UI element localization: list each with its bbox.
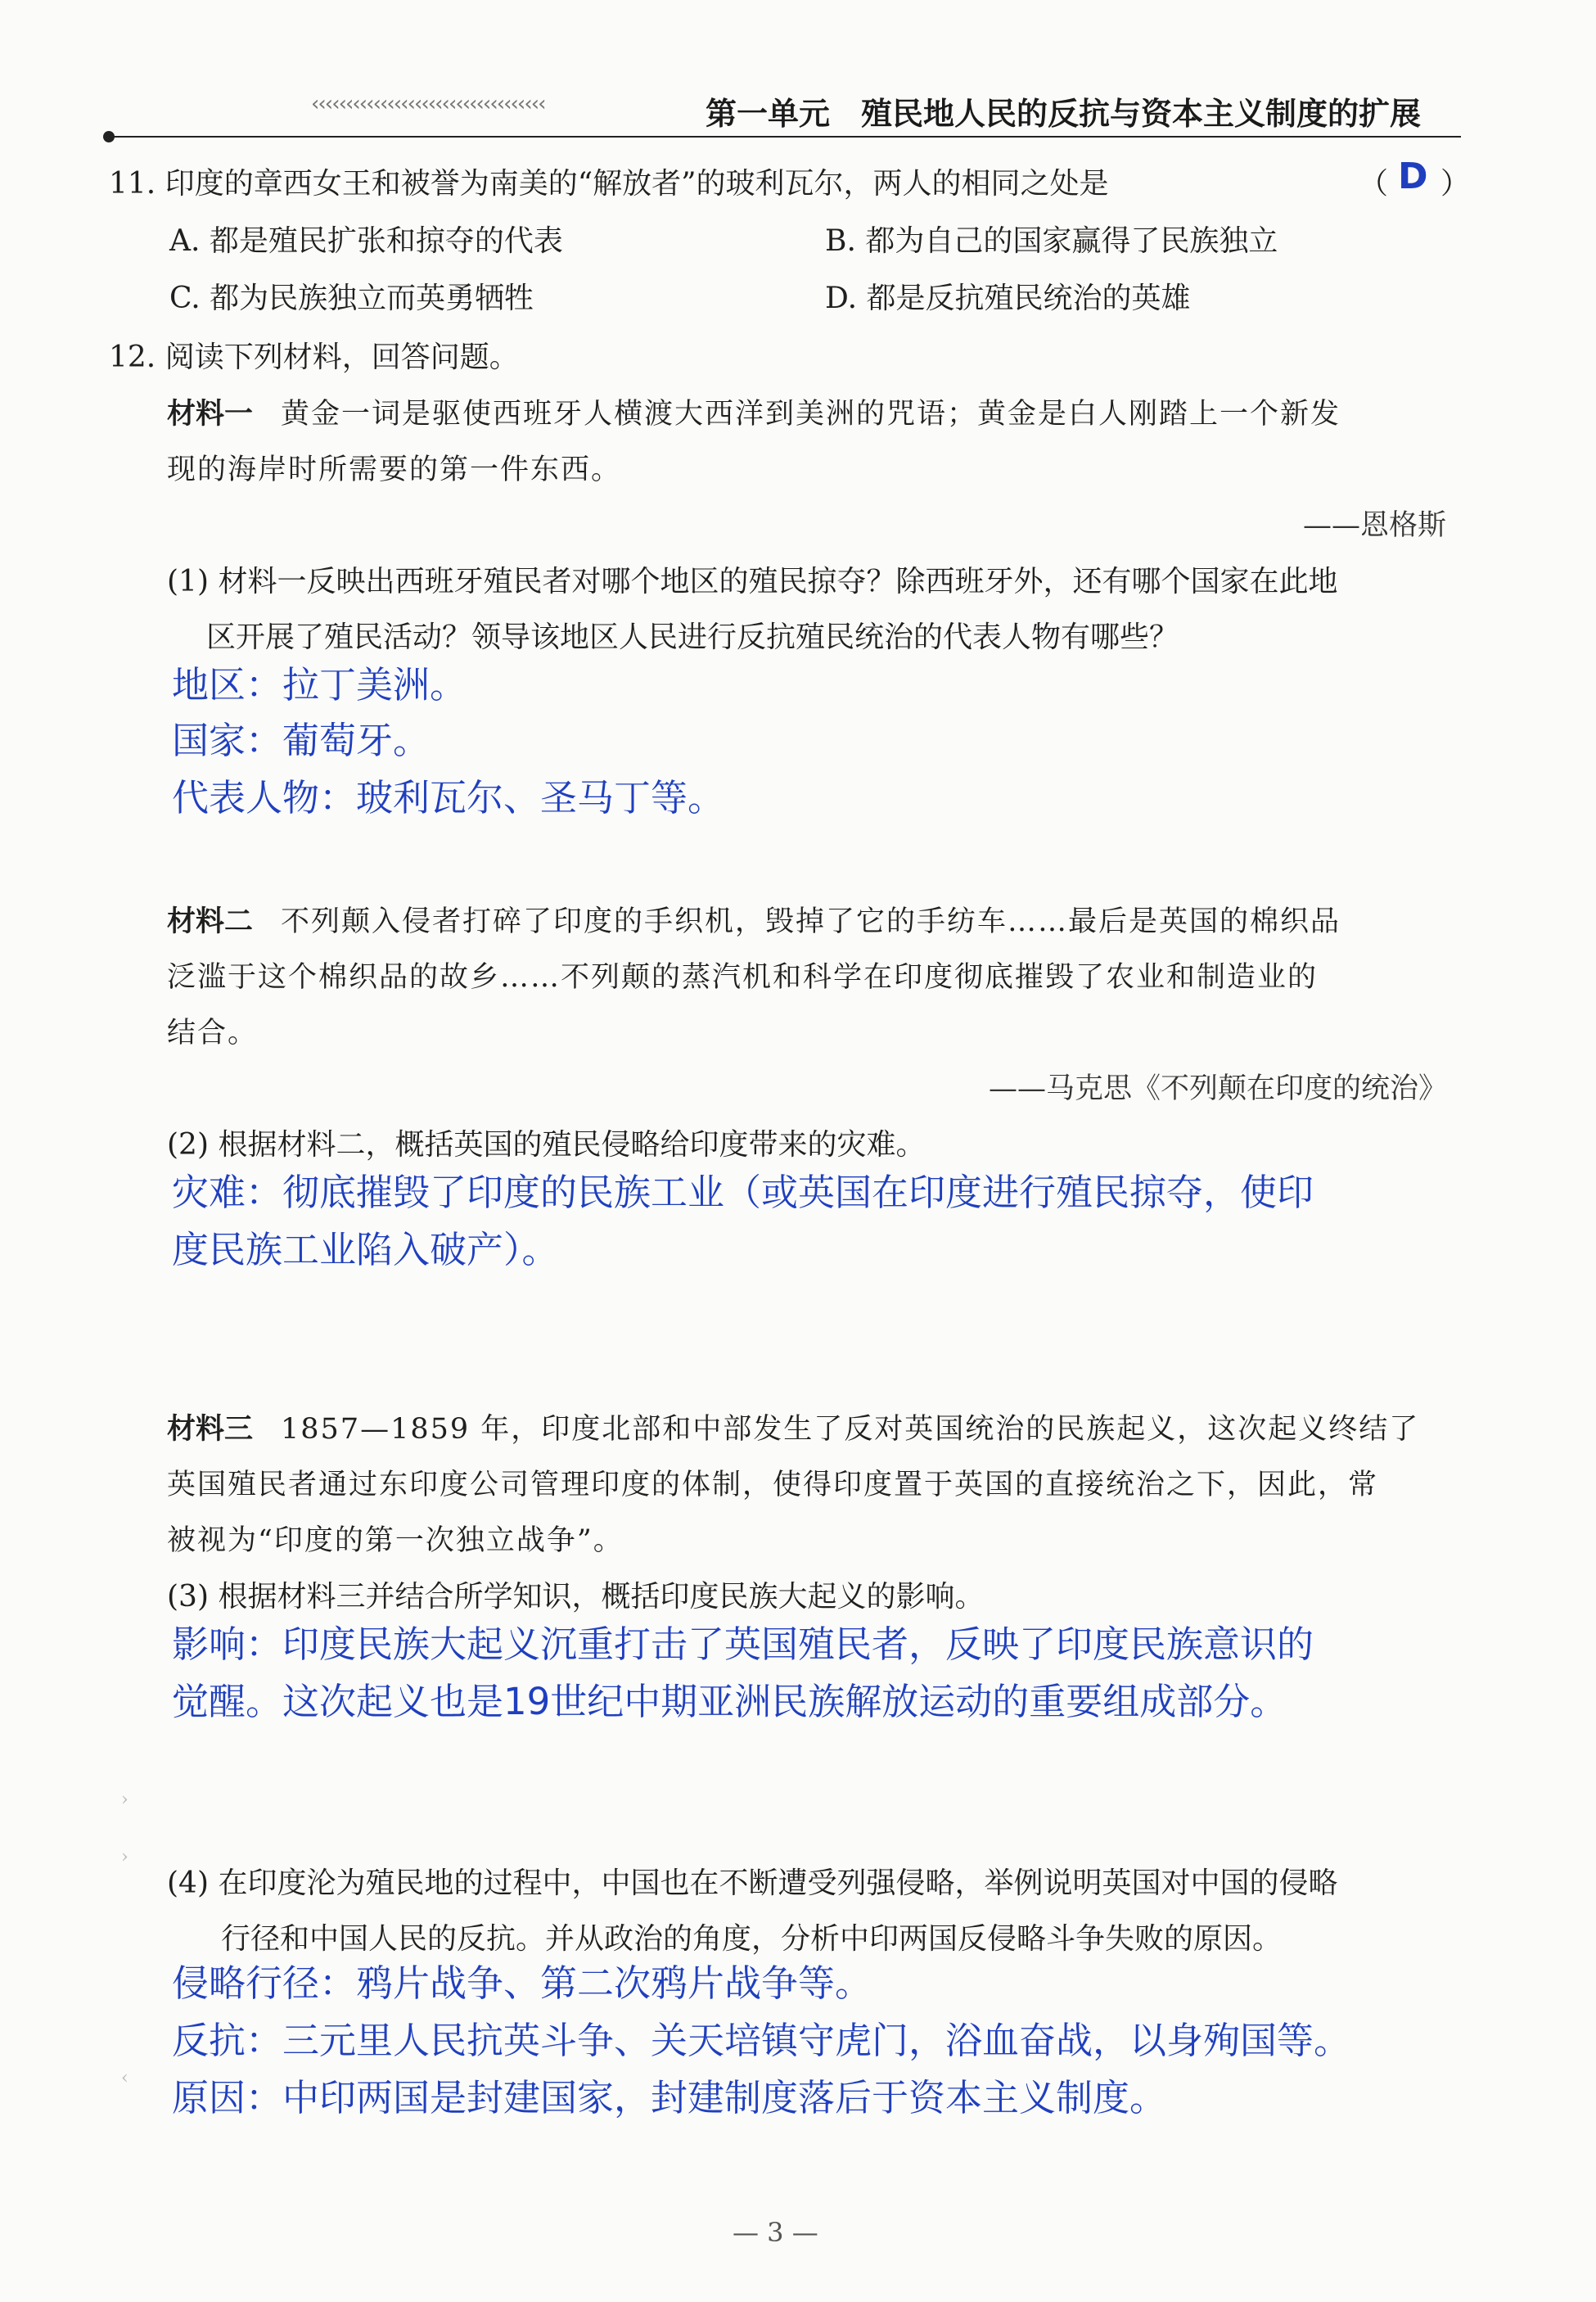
margin-mark: ‹ [121, 2068, 128, 2088]
q12-4-line-1: (4) 在印度沦为殖民地的过程中，中国也在不断遭受列强侵略，举例说明英国对中国的侵略 [167, 1866, 1338, 1900]
unit-title: 第一单元 殖民地人民的反抗与资本主义制度的扩展 [706, 96, 1422, 132]
material-3-label: 材料三 [167, 1413, 254, 1446]
material-1-line-1 [167, 391, 1341, 432]
answer-3-line-1: 影响：印度民族大起义沉重打击了英国殖民者，反映了印度民族意识的 [172, 1623, 1314, 1666]
material-2-source: ——马克思《不列颠在印度的统治》 [989, 1072, 1448, 1105]
q12-1-line-1: (1) 材料一反映出西班牙殖民者对哪个地区的殖民掠夺？除西班牙外，还有哪个国家在此地 [167, 565, 1338, 598]
margin-mark: › [121, 1790, 128, 1810]
q11-paren-open: （ [1359, 167, 1389, 201]
answer-3-line-2: 觉醒。这次起义也是19世纪中期亚洲民族解放运动的重要组成部分。 [172, 1680, 1287, 1723]
q11-option-c: C. 都为民族独立而英勇牺牲 [169, 282, 534, 315]
material-2-line-1 [167, 899, 1341, 940]
answer-1-figures: 代表人物：玻利瓦尔、圣马丁等。 [172, 776, 725, 819]
q11-answer: D [1398, 156, 1428, 197]
q12-stem: 12. 阅读下列材料，回答问题。 [109, 341, 519, 374]
answer-1-region: 地区：拉丁美洲。 [172, 663, 467, 706]
answer-4-resistance: 反抗：三元里人民抗英斗争、关天培镇守虎门，浴血奋战，以身殉国等。 [172, 2019, 1351, 2062]
material-3-line-3: 被视为“印度的第一次独立战争”。 [167, 1524, 624, 1557]
material-1-label: 材料一 [167, 398, 254, 431]
q12-2-line-1: (2) 根据材料二，概括英国的殖民侵略给印度带来的灾难。 [167, 1128, 926, 1162]
material-2-text-1: 不列颠入侵者打碎了印度的手织机，毁掉了它的手纺车……最后是英国的棉织品 [281, 905, 1341, 938]
q11-paren-close: ） [1440, 167, 1471, 201]
header-chevron-decoration: ‹‹‹‹‹‹‹‹‹‹‹‹‹‹‹‹‹‹‹‹‹‹‹‹‹‹‹‹‹‹‹‹‹‹ [311, 92, 545, 116]
material-3-line-2: 英国殖民者通过东印度公司管理印度的体制，使得印度置于英国的直接统治之下，因此，常 [167, 1469, 1379, 1501]
material-2-line-2: 泛滥于这个棉织品的故乡……不列颠的蒸汽机和科学在印度彻底摧毁了农业和制造业的 [167, 961, 1319, 994]
q11-option-a: A. 都是殖民扩张和掠夺的代表 [169, 224, 563, 258]
q11-option-b: B. 都为自己的国家赢得了民族独立 [825, 224, 1278, 258]
q11-option-d: D. 都是反抗殖民统治的英雄 [825, 282, 1191, 315]
material-1-source: ——恩格斯 [1303, 509, 1447, 542]
material-2-line-3: 结合。 [167, 1017, 259, 1049]
material-3-text-1: 1857—1859 年，印度北部和中部发生了反对英国统治的民族起义，这次起义终结了 [281, 1413, 1420, 1446]
answer-4-reason: 原因：中印两国是封建国家，封建制度落后于资本主义制度。 [172, 2076, 1167, 2119]
q11-stem: 11. 印度的章西女王和被誉为南美的“解放者”的玻利瓦尔，两人的相同之处是 [109, 167, 1109, 201]
q12-1-line-2: 区开展了殖民活动？领导该地区人民进行反抗殖民统治的代表人物有哪些？ [206, 621, 1179, 654]
answer-1-country: 国家：葡萄牙。 [172, 719, 431, 762]
material-3-line-1 [167, 1406, 1419, 1447]
material-1-line-2: 现的海岸时所需要的第一件东西。 [167, 454, 622, 486]
answer-4-aggression: 侵略行径：鸦片战争、第二次鸦片战争等。 [172, 1961, 872, 2005]
q12-4-line-2: 行径和中国人民的反抗。并从政治的角度，分析中印两国反侵略斗争失败的原因。 [221, 1922, 1283, 1956]
material-1-text-1: 黄金一词是驱使西班牙人横渡大西洋到美洲的咒语；黄金是白人刚踏上一个新发 [281, 398, 1341, 431]
answer-2-line-1: 灾难：彻底摧毁了印度的民族工业（或英国在印度进行殖民掠夺，使印 [172, 1171, 1314, 1214]
header-rule [106, 136, 1461, 138]
page-number: — 3 — [733, 2217, 818, 2248]
answer-2-line-2: 度民族工业陷入破产）。 [172, 1228, 559, 1271]
margin-mark: › [121, 1847, 128, 1867]
material-2-label: 材料二 [167, 905, 254, 938]
q12-3-line-1: (3) 根据材料三并结合所学知识，概括印度民族大起义的影响。 [167, 1580, 985, 1614]
